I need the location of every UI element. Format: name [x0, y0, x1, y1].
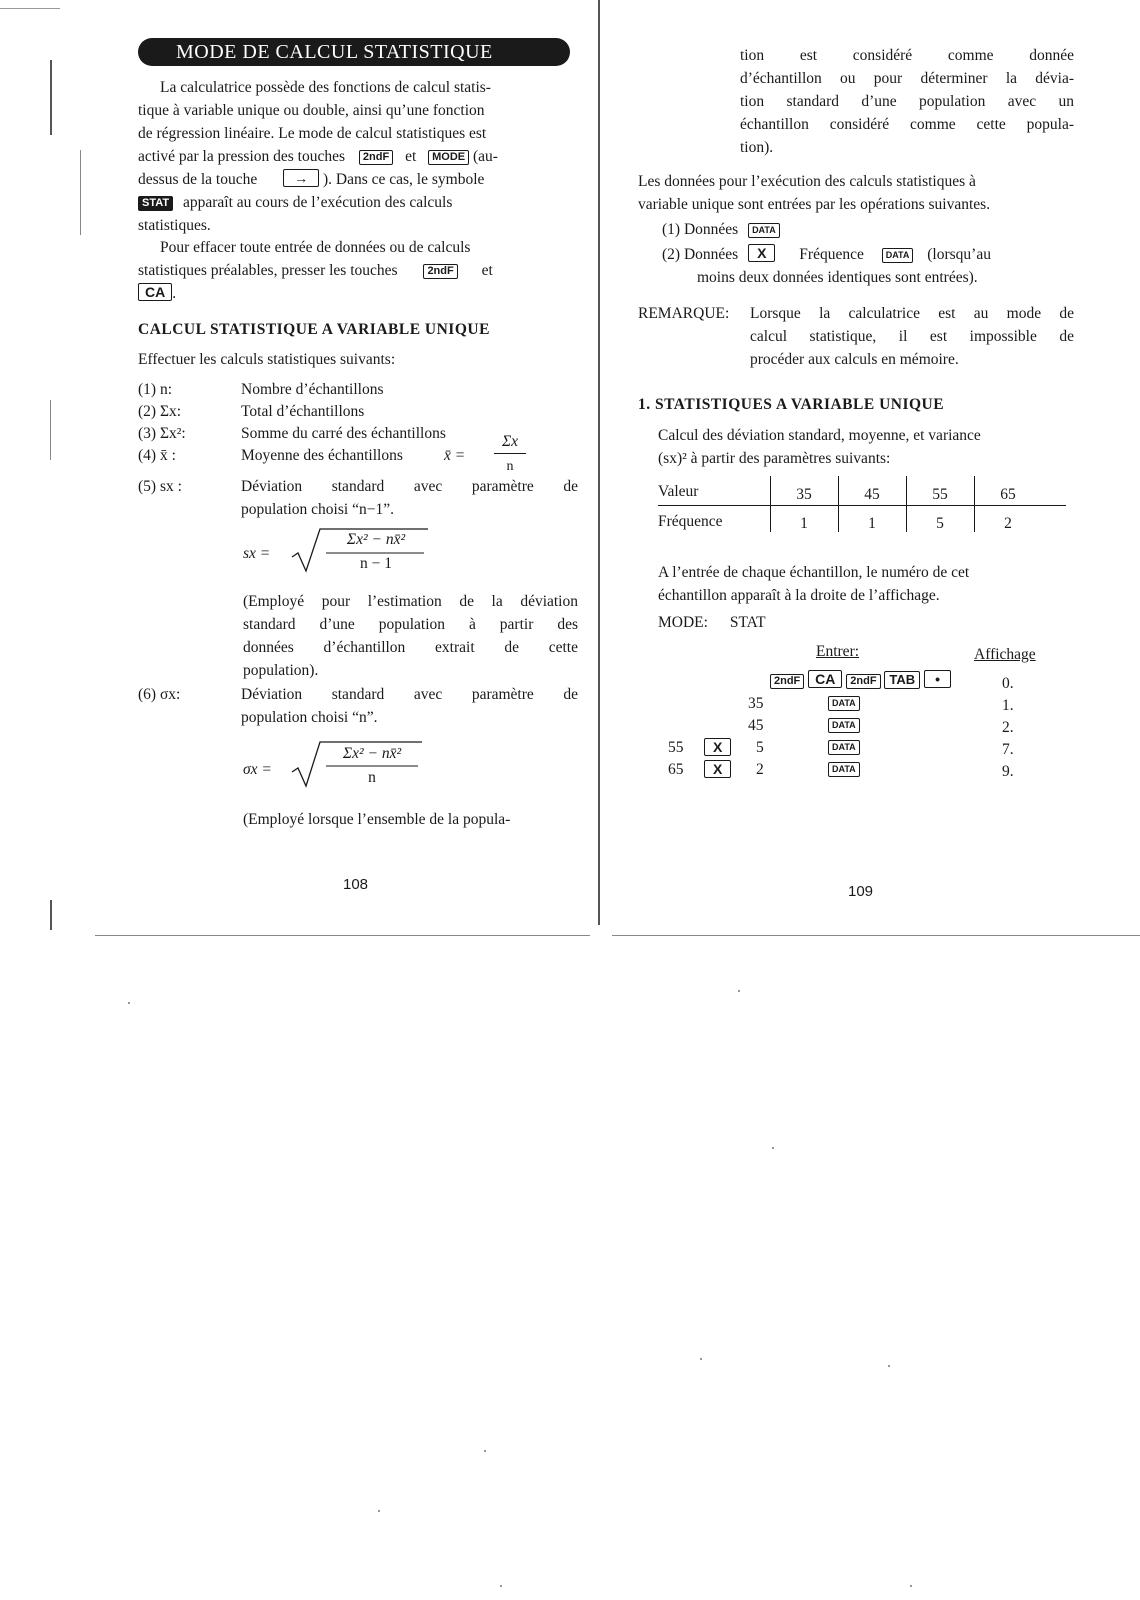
display-value: 7.	[1002, 741, 1014, 758]
data-key: DATA	[828, 718, 860, 733]
mean-formula-lhs: x̄ =	[444, 447, 466, 464]
list-item	[138, 475, 578, 521]
entry-header: Entrer:	[816, 643, 860, 660]
sigma-formula-numerator: Σx² − nx̄²	[342, 745, 402, 762]
entry-value: 35	[748, 695, 764, 712]
remark-line: calcul statistique, il est impossible de	[750, 328, 1074, 345]
gutter-line	[598, 0, 600, 925]
item-number: (4) x̄ :	[138, 447, 176, 464]
scan-speck	[910, 1585, 912, 1587]
item-description: population choisi “n”.	[241, 709, 378, 726]
scan-speck	[700, 1358, 702, 1360]
continuation-line: tion).	[740, 139, 774, 156]
display-value: 9.	[1002, 763, 1014, 780]
clear-text: et	[481, 262, 493, 279]
table-cell: 1	[800, 515, 808, 532]
remark-line: Lorsque la calculatrice est au mode de	[750, 305, 1074, 322]
top-left-rule	[0, 8, 60, 9]
item-description: Moyenne des échantillons	[241, 447, 403, 464]
scan-speck	[500, 1585, 502, 1587]
clear-line-1: Pour effacer toute entrée de données ou de calculs	[160, 239, 471, 256]
times-key: X	[704, 760, 731, 778]
intro-line-4	[138, 145, 578, 168]
item-description: Déviation standard avec paramètre de	[241, 478, 578, 495]
intro-line-5	[138, 168, 578, 191]
item-number: (3) Σx²:	[138, 425, 186, 442]
clear-text: .	[172, 285, 177, 302]
stat-symbol: STAT	[138, 196, 173, 211]
intro-line-3: de régression linéaire. Le mode de calcul statistiques est	[138, 125, 487, 142]
table-cell: 5	[936, 515, 944, 532]
item-number: (1) n:	[138, 381, 173, 398]
clear-line-2	[138, 259, 578, 282]
sx-note-line: standard d’une population à partir des	[243, 616, 578, 633]
entry-prefix: 55	[668, 739, 684, 756]
operation-text: (1) Données	[662, 221, 739, 238]
item-description: Total d’échantillons	[241, 403, 365, 420]
scan-speck	[378, 1510, 380, 1512]
sx-note-line: population).	[243, 662, 319, 679]
list-item	[138, 683, 578, 729]
mode-value: STAT	[729, 614, 766, 631]
operation-2	[662, 243, 1074, 266]
times-key: X	[704, 738, 731, 756]
sx-formula-denominator: n − 1	[360, 555, 392, 572]
remark	[750, 302, 1074, 371]
continuation-line: échantillon considéré comme cette popula-	[740, 116, 1074, 133]
section-intro: Effectuer les calculs statistiques suivants:	[138, 351, 396, 368]
table-cell: 55	[932, 486, 948, 503]
mode-line	[658, 611, 766, 634]
clear-text: statistiques préalables, presser les touches	[138, 262, 398, 279]
data-key: DATA	[748, 223, 780, 238]
binding-mark-3	[50, 400, 51, 460]
sx-note-line: données d’échantillon extrait de cette	[243, 639, 578, 656]
mode-label: MODE:	[658, 614, 708, 631]
list-item	[138, 378, 578, 401]
remark-line: procéder aux calculs en mémoire.	[750, 351, 959, 368]
intro-text: activé par la pression des touches	[138, 148, 346, 165]
item-number: (2) Σx:	[138, 403, 182, 420]
2ndf-key: 2ndF	[770, 674, 804, 689]
display-header: Affichage	[974, 646, 1036, 663]
item-number: (6) σx:	[138, 686, 181, 703]
section-intro-line: Calcul des déviation standard, moyenne, et variance	[658, 427, 981, 444]
item-description: Nombre d’échantillons	[241, 381, 384, 398]
table-header-label: Valeur	[658, 483, 699, 500]
data-intro-line: Les données pour l’exécution des calculs statistiques à	[638, 173, 976, 190]
section-heading: CALCUL STATISTIQUE A VARIABLE UNIQUE	[138, 321, 490, 338]
table-cell: 45	[864, 486, 880, 503]
sx-note	[243, 590, 578, 682]
2ndf-key: 2ndF	[846, 674, 880, 689]
clear-line-3	[138, 282, 176, 305]
page-number: 109	[848, 883, 874, 900]
data-key: DATA	[828, 762, 860, 777]
item-number: (5) sx :	[138, 478, 182, 495]
binding-mark-1	[50, 60, 52, 135]
intro-text: ). Dans ce cas, le symbole	[322, 171, 485, 188]
table-cell: 65	[1000, 486, 1016, 503]
display-value: 2.	[1002, 719, 1014, 736]
item-description: Déviation standard avec paramètre de	[241, 686, 578, 703]
display-value: 0.	[1002, 675, 1014, 692]
continuation	[740, 44, 1074, 159]
item-description: population choisi “n−1”.	[241, 501, 394, 518]
ca-key: CA	[138, 283, 172, 301]
data-key: DATA	[882, 248, 914, 263]
scan-speck	[772, 1147, 774, 1149]
scan-speck	[738, 990, 740, 992]
data-key: DATA	[828, 740, 860, 755]
decimal-point-key: •	[924, 670, 951, 688]
entry-prefix: 65	[668, 761, 684, 778]
entry-value: 45	[748, 717, 764, 734]
page-title: MODE DE CALCUL STATISTIQUE	[138, 38, 570, 66]
sigma-note: (Employé lorsque l’ensemble de la popula-	[243, 811, 511, 828]
mode-key: MODE	[428, 150, 469, 165]
page-number: 108	[343, 876, 369, 893]
continuation-line: d’échantillon ou pour déterminer la dévia-	[740, 70, 1074, 87]
remark-label: REMARQUE:	[638, 305, 730, 322]
operation-text: (2) Données	[662, 246, 739, 263]
data-intro-line: variable unique sont entrées par les opérations suivantes.	[638, 196, 991, 213]
scan-speck	[484, 1450, 486, 1452]
intro-text: et	[405, 148, 417, 165]
section-intro-line: (sx)² à partir des paramètres suivants:	[658, 450, 891, 467]
sx-note-line: (Employé pour l’estimation de la déviation	[243, 593, 578, 610]
binding-mark-2	[80, 150, 81, 235]
entry-row	[770, 669, 951, 692]
ca-key: CA	[808, 670, 842, 688]
data-intro	[638, 170, 1074, 216]
operation-2-cont: moins deux données identiques sont entrées).	[697, 269, 978, 286]
operation-text: Fréquence	[799, 246, 864, 263]
list-item	[138, 400, 578, 423]
left-page-bottom-rule	[95, 935, 590, 936]
intro-line-7: statistiques.	[138, 217, 211, 234]
operation-1	[662, 218, 780, 241]
entry-value: 2	[756, 761, 764, 778]
section-heading: 1. STATISTIQUES A VARIABLE UNIQUE	[638, 396, 945, 413]
scan-speck	[888, 1365, 890, 1367]
tab-key: TAB	[884, 671, 920, 689]
data-key: DATA	[828, 696, 860, 711]
binding-mark-4	[50, 900, 52, 930]
entry-value: 5	[756, 739, 764, 756]
2ndf-key: 2ndF	[359, 150, 393, 165]
entry-note-line: A l’entrée de chaque échantillon, le numéro de cet	[658, 564, 970, 581]
display-value: 1.	[1002, 697, 1014, 714]
sigma-formula-lhs: σx =	[243, 761, 272, 778]
intro-text: apparaît au cours de l’exécution des calculs	[182, 194, 453, 211]
table-cell: 2	[1004, 515, 1012, 532]
values-table	[658, 480, 1066, 540]
table-cell: 35	[796, 486, 812, 503]
scan-speck	[128, 1002, 130, 1004]
sx-formula-lhs: sx =	[243, 545, 271, 562]
intro-line-1: La calculatrice possède des fonctions de calcul statis-	[160, 79, 491, 96]
intro-text: (au-	[473, 148, 498, 165]
right-page-bottom-rule	[612, 935, 1140, 936]
sx-formula-numerator: Σx² − nx̄²	[346, 531, 406, 548]
table-row-label: Fréquence	[658, 513, 723, 530]
item-description: Somme du carré des échantillons	[241, 425, 446, 442]
table-cell: 1	[868, 515, 876, 532]
arrow-key: →	[283, 169, 319, 187]
intro-line-2: tique à variable unique ou double, ainsi qu’une fonction	[138, 102, 485, 119]
mean-formula-numerator: Σx	[494, 431, 526, 454]
times-key: X	[748, 244, 775, 262]
intro-line-6	[138, 191, 578, 214]
operation-text: (lorsqu’au	[927, 246, 991, 263]
mean-formula-denominator: n	[506, 459, 514, 474]
entry-note-line: échantillon apparaît à la droite de l’affichage.	[658, 587, 940, 604]
sigma-formula-denominator: n	[368, 769, 376, 786]
2ndf-key: 2ndF	[423, 264, 457, 279]
intro-text: dessus de la touche	[138, 171, 258, 188]
continuation-line: tion standard d’une population avec un	[740, 93, 1074, 110]
continuation-line: tion est considéré comme donnée	[740, 47, 1074, 64]
